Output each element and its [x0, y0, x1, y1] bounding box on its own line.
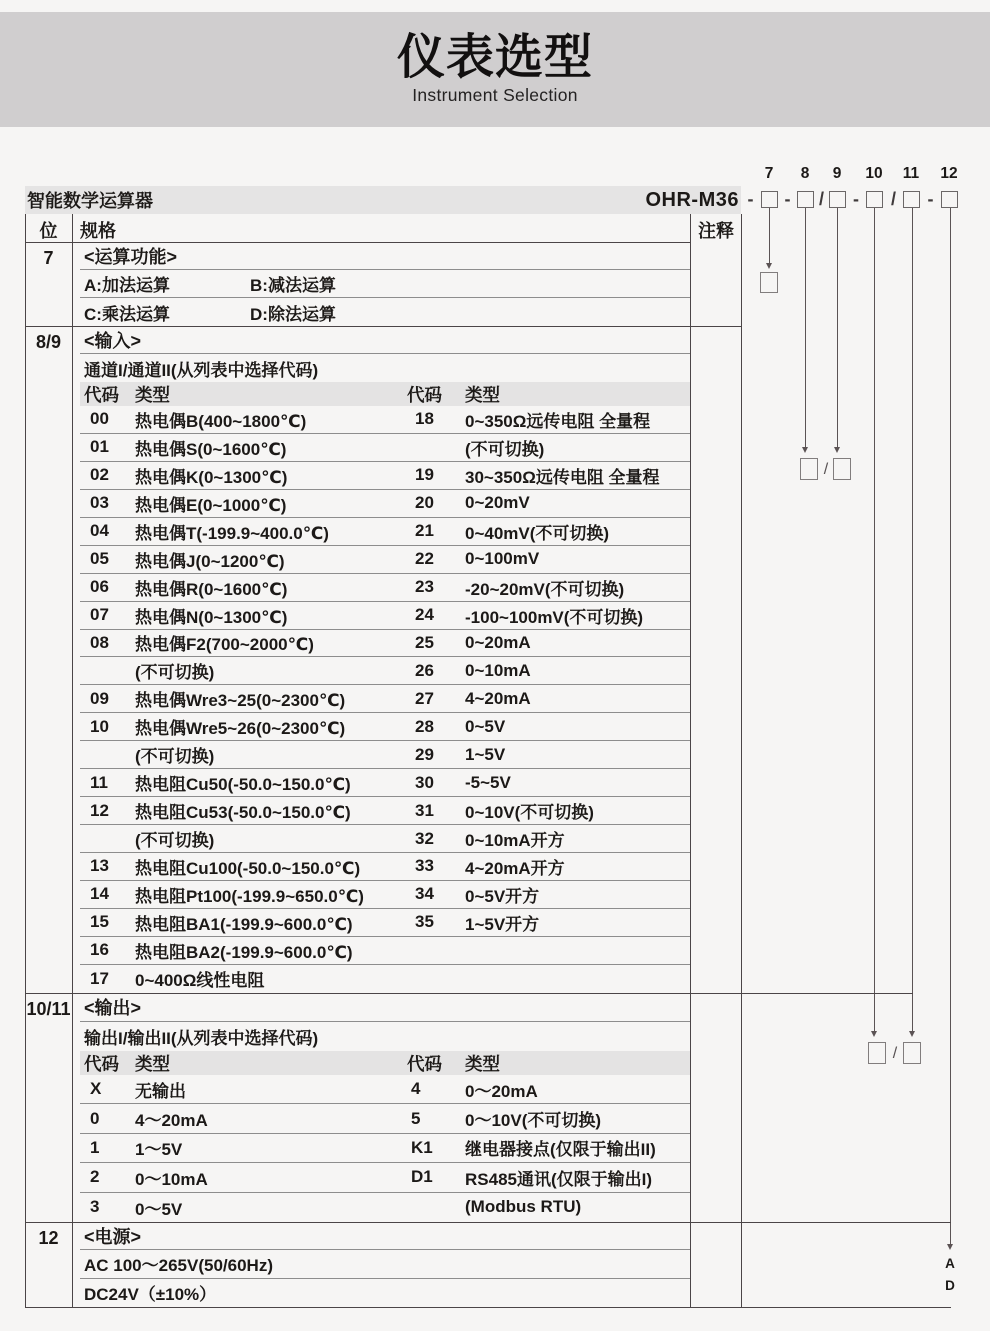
- type-cell: (不可切换): [135, 663, 215, 683]
- code-cell: 3: [90, 1197, 100, 1217]
- arrow-down-icon: [947, 1244, 953, 1250]
- code-box-8: [797, 191, 814, 208]
- code-cell: 16: [90, 940, 109, 960]
- code-cell: 09: [90, 688, 109, 708]
- table-row: [80, 741, 690, 769]
- output-code-table: [80, 1075, 690, 1222]
- type-cell: 热电偶F2(700~2000℃): [135, 635, 314, 655]
- section-power: [80, 1222, 690, 1307]
- col-header-code: 代码: [407, 1054, 442, 1074]
- table-row: [80, 797, 690, 825]
- code-cell: 35: [415, 912, 434, 932]
- code-cell: 18: [415, 409, 434, 429]
- code-separator: -: [784, 188, 791, 209]
- table-border: [690, 214, 691, 1307]
- code-cell: 1: [90, 1137, 100, 1157]
- pos-cell-12: 12: [38, 1227, 59, 1248]
- table-row: [80, 965, 690, 993]
- table-row: [80, 881, 690, 909]
- type-cell: (不可切换): [465, 439, 545, 459]
- type-cell: 继电器接点(仅限于输出II): [465, 1140, 656, 1160]
- table-row: [80, 1193, 690, 1222]
- leader-line-9: [837, 208, 838, 451]
- function-option: C:乘法运算: [84, 304, 170, 324]
- code-cell: 22: [415, 549, 434, 569]
- type-cell: 0~5V: [465, 716, 506, 736]
- type-cell: 热电阻Cu53(-50.0~150.0℃): [135, 803, 351, 823]
- code-cell: 17: [90, 968, 109, 988]
- digit-label-10: 10: [865, 165, 883, 182]
- type-cell: 热电偶E(0~1000℃): [135, 495, 287, 515]
- col-header-type: 类型: [465, 385, 500, 405]
- table-row: [80, 406, 690, 434]
- code-box-11: [903, 191, 920, 208]
- code-cell: 13: [90, 856, 109, 876]
- type-cell: 4~20mA: [465, 688, 531, 708]
- digit-label-7: 7: [764, 165, 774, 182]
- table-row: [80, 657, 690, 685]
- type-cell: 热电偶N(0~1300℃): [135, 607, 288, 627]
- table-border: [741, 214, 742, 1307]
- type-cell: 0~5V开方: [465, 886, 540, 906]
- type-cell: 0~20mA: [465, 632, 531, 652]
- type-cell: 热电阻BA2(-199.9~600.0℃): [135, 942, 353, 962]
- code-box-7: [761, 191, 778, 208]
- selection-box-8: [800, 458, 818, 480]
- type-cell: 0~20mV: [465, 493, 530, 513]
- type-cell: 热电阻Cu50(-50.0~150.0℃): [135, 775, 351, 795]
- code-cell: K1: [411, 1137, 433, 1157]
- code-cell: 01: [90, 437, 109, 457]
- digit-label-8: 8: [800, 165, 810, 182]
- table-row: [80, 462, 690, 490]
- leader-line-11: [912, 208, 913, 1035]
- subtable-header: [80, 382, 690, 406]
- type-cell: (不可切换): [135, 747, 215, 767]
- selection-box-10: [868, 1042, 886, 1064]
- type-cell: 0~10mA: [465, 660, 531, 680]
- code-cell: 26: [415, 660, 434, 680]
- type-cell: 热电偶Wre5~26(0~2300℃): [135, 719, 346, 739]
- code-cell: 25: [415, 632, 434, 652]
- function-option: B:减法运算: [250, 276, 336, 295]
- model-number: OHR-M36: [645, 188, 739, 211]
- function-option: A:加法运算: [84, 276, 170, 295]
- code-cell: 31: [415, 800, 434, 820]
- code-box-10: [866, 191, 883, 208]
- type-cell: 0~350Ω远传电阻 全量程: [465, 411, 651, 431]
- page-title: 仪表选型: [396, 30, 593, 84]
- code-cell: 4: [411, 1079, 421, 1099]
- code-cell: 04: [90, 521, 109, 541]
- type-cell: 0~10mA开方: [465, 831, 565, 851]
- table-row: [80, 630, 690, 658]
- code-cell: 00: [90, 409, 109, 429]
- type-cell: 0～5V: [135, 1199, 183, 1219]
- product-label-band: [25, 186, 741, 214]
- top-banner: [0, 12, 990, 127]
- table-row: [80, 685, 690, 713]
- col-header-code: 代码: [407, 385, 442, 405]
- power-option-letter-d: D: [945, 1277, 955, 1293]
- table-row: [80, 937, 690, 965]
- type-cell: 1~5V开方: [465, 914, 540, 934]
- leader-line-8: [805, 208, 806, 451]
- digit-label-9: 9: [832, 165, 842, 182]
- subtable-header: [80, 1051, 690, 1075]
- section-input: [80, 326, 690, 993]
- table-row: [80, 909, 690, 937]
- table-row: [80, 1134, 690, 1163]
- leader-line-7: [769, 208, 770, 267]
- type-cell: RS485通讯(仅限于输出I): [465, 1169, 653, 1189]
- type-cell: -5~5V: [465, 772, 511, 792]
- product-name: 智能数学运算器: [27, 191, 153, 211]
- table-row: [80, 490, 690, 518]
- code-cell: 23: [415, 577, 434, 597]
- type-cell: 热电偶J(0~1200℃): [135, 551, 285, 571]
- col-header-spec: 规格: [80, 221, 116, 241]
- arrow-down-icon: [802, 447, 808, 453]
- slash-separator: /: [823, 461, 829, 478]
- code-cell: 30: [415, 772, 434, 792]
- page-subtitle: Instrument Selection: [412, 84, 578, 105]
- code-cell: D1: [411, 1167, 433, 1187]
- type-cell: 0～20mA: [465, 1081, 538, 1101]
- type-cell: 4～20mA: [135, 1111, 208, 1131]
- type-cell: 1~5V: [465, 744, 506, 764]
- type-cell: -20~20mV(不可切换): [465, 579, 625, 599]
- code-cell: 02: [90, 465, 109, 485]
- code-separator: -: [853, 188, 859, 209]
- type-cell: 热电偶S(0~1600℃): [135, 439, 287, 459]
- code-separator: -: [927, 188, 934, 209]
- code-box-12: [941, 191, 958, 208]
- code-cell: 19: [415, 465, 434, 485]
- code-separator: -: [747, 188, 754, 209]
- type-cell: 热电偶B(400~1800℃): [135, 411, 307, 431]
- code-cell: 33: [415, 856, 434, 876]
- code-separator: /: [818, 188, 824, 209]
- table-row: [80, 825, 690, 853]
- power-option-ac: AC 100～265V(50/60Hz): [80, 1250, 690, 1278]
- selection-box-9: [833, 458, 851, 480]
- col-header-pos: 位: [39, 221, 58, 241]
- selection-box-11: [903, 1042, 921, 1064]
- code-cell: 21: [415, 521, 434, 541]
- leader-line-10: [874, 208, 875, 1035]
- arrow-down-icon: [909, 1031, 915, 1037]
- type-cell: 0～10V(不可切换): [465, 1111, 602, 1131]
- type-cell: 热电阻Cu100(-50.0~150.0℃): [135, 858, 361, 878]
- function-option: D:除法运算: [250, 304, 336, 324]
- code-cell: 05: [90, 549, 109, 569]
- type-cell: 0~400Ω线性电阻: [135, 971, 265, 991]
- col-header-type: 类型: [135, 1054, 170, 1074]
- arrow-down-icon: [871, 1031, 877, 1037]
- code-cell: 03: [90, 493, 109, 513]
- code-cell: 24: [415, 605, 434, 625]
- digit-label-11: 11: [902, 165, 920, 182]
- table-row: [80, 1163, 690, 1192]
- section-title: <电源>: [80, 1222, 690, 1250]
- power-option-letter-a: A: [945, 1255, 955, 1271]
- type-cell: 0～10mA: [135, 1169, 208, 1189]
- section-title: <输入>: [80, 326, 690, 354]
- code-cell: 07: [90, 605, 109, 625]
- code-separator: /: [890, 188, 896, 209]
- table-row: [80, 518, 690, 546]
- code-cell: 20: [415, 493, 434, 513]
- type-cell: 0~100mV: [465, 549, 540, 569]
- type-cell: 热电阻Pt100(-199.9~650.0℃): [135, 886, 364, 906]
- code-cell: 06: [90, 577, 109, 597]
- table-row: [80, 602, 690, 630]
- arrow-down-icon: [766, 263, 772, 269]
- type-cell: (Modbus RTU): [465, 1197, 582, 1217]
- section-function: [80, 242, 690, 326]
- code-cell: 5: [411, 1108, 421, 1128]
- table-border: [25, 214, 26, 1307]
- code-cell: 15: [90, 912, 109, 932]
- col-header-type: 类型: [465, 1054, 500, 1074]
- code-cell: X: [90, 1079, 102, 1099]
- table-row: [80, 434, 690, 462]
- type-cell: 热电偶Wre3~25(0~2300℃): [135, 691, 346, 711]
- section-title: <运算功能>: [80, 242, 690, 270]
- table-border: [72, 214, 73, 1307]
- pos-cell-8-9: 8/9: [35, 331, 62, 352]
- type-cell: -100~100mV(不可切换): [465, 607, 644, 627]
- table-row: [80, 713, 690, 741]
- pos-cell-7: 7: [43, 247, 54, 268]
- type-cell: 热电偶R(0~1600℃): [135, 579, 288, 599]
- table-row: [80, 1075, 690, 1104]
- code-cell: 27: [415, 688, 434, 708]
- type-cell: 4~20mA开方: [465, 858, 565, 878]
- section-subtitle: 输出I/输出II(从列表中选择代码): [84, 1029, 319, 1048]
- selection-box-7: [760, 272, 778, 293]
- col-header-type: 类型: [135, 385, 170, 405]
- type-cell: 30~350Ω远传电阻 全量程: [465, 467, 660, 487]
- table-border: [25, 1307, 951, 1308]
- function-options-row: [80, 270, 690, 298]
- type-cell: 0~10V(不可切换): [465, 803, 594, 823]
- table-row: [80, 574, 690, 602]
- col-header-note: 注释: [698, 221, 734, 241]
- function-options-row: [80, 298, 690, 326]
- code-box-9: [829, 191, 846, 208]
- code-cell: 08: [90, 632, 109, 652]
- pos-cell-10-11: 10/11: [26, 998, 71, 1019]
- col-header-code: 代码: [84, 1054, 119, 1074]
- code-cell: 11: [90, 772, 108, 792]
- type-cell: (不可切换): [135, 831, 215, 851]
- code-cell: 34: [415, 884, 434, 904]
- code-cell: 0: [90, 1108, 100, 1128]
- code-cell: 10: [90, 716, 109, 736]
- power-option-dc: DC24V（±10%）: [84, 1285, 217, 1305]
- type-cell: 热电阻BA1(-199.9~600.0℃): [135, 914, 353, 934]
- code-cell: 28: [415, 716, 434, 736]
- slash-separator: /: [892, 1045, 898, 1062]
- type-cell: 1～5V: [135, 1140, 183, 1160]
- table-row: [80, 1104, 690, 1133]
- table-row: [80, 853, 690, 881]
- table-row: [80, 769, 690, 797]
- code-cell: 29: [415, 744, 434, 764]
- leader-line-12: [950, 208, 951, 1248]
- type-cell: 热电偶T(-199.9~400.0℃): [135, 523, 329, 543]
- section-output: [80, 993, 690, 1222]
- input-code-table: [80, 406, 690, 993]
- type-cell: 热电偶K(0~1300℃): [135, 467, 288, 487]
- arrow-down-icon: [834, 447, 840, 453]
- digit-label-12: 12: [940, 165, 958, 182]
- section-subtitle: 通道I/通道II(从列表中选择代码): [84, 360, 319, 380]
- section-title: <输出>: [80, 993, 690, 1022]
- table-row: [80, 546, 690, 574]
- code-cell: 2: [90, 1167, 100, 1187]
- code-cell: 14: [90, 884, 109, 904]
- code-cell: 32: [415, 828, 434, 848]
- type-cell: 无输出: [135, 1081, 186, 1101]
- code-cell: 12: [90, 800, 109, 820]
- type-cell: 0~40mV(不可切换): [465, 523, 610, 543]
- col-header-code: 代码: [84, 385, 119, 405]
